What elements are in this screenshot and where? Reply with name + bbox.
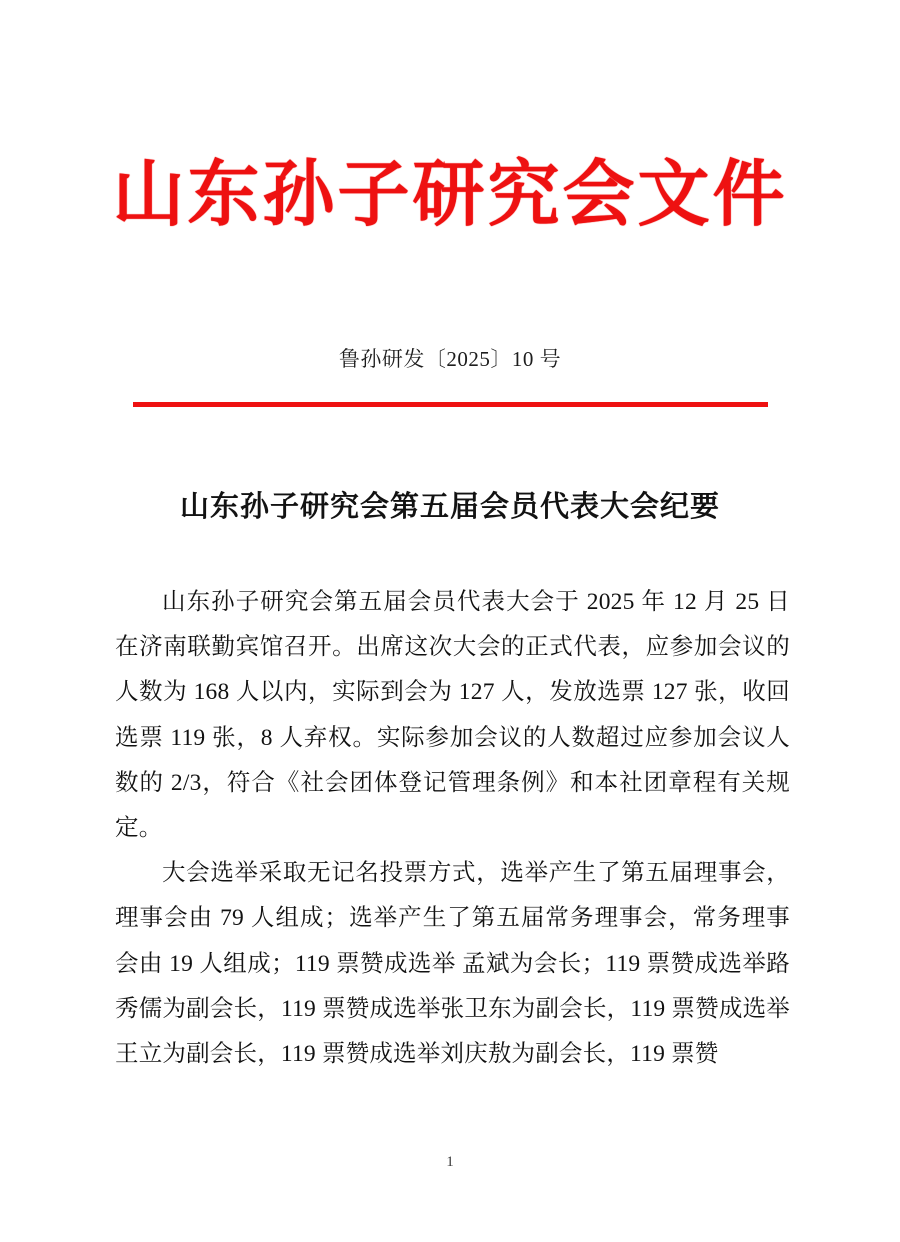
document-body [115, 580, 790, 1077]
red-divider-rule [133, 402, 768, 407]
body-paragraph-1: 山东孙子研究会第五届会员代表大会于 2025 年 12 月 25 日在济南联勤宾馆召开。出席这次大会的正式代表，应参加会议的人数为 168 人以内，实际到会为 127 人，发放选票 127 张，收回选票 119 张，8 人弃权。实际参加会议的人数超过应参加会议人数的 2/3，符合《社会团体登记管理条例》和本社团章程有关规定。 [115, 589, 790, 842]
body-paragraph-2: 大会选举采取无记名投票方式，选举产生了第五届理事会，理事会由 79 人组成；选举产生了第五届常务理事会，常务理事会由 19 人组成；119 票赞成选举 孟斌为会长；119 票赞成选举路秀儒为副会长，119 票赞成选举张卫东为副会长，119 票赞成选举王立为副会长，119 票赞成选举刘庆敖为副会长，119 票赞 [115, 860, 790, 1068]
page-number: 1 [446, 1154, 454, 1170]
page-title: 山东孙子研究会第五届会员代表大会纪要 [179, 489, 720, 523]
masthead-title: 山东孙子研究会文件 [112, 151, 788, 236]
document-number: 鲁孙研发〔2025〕10 号 [338, 347, 562, 371]
